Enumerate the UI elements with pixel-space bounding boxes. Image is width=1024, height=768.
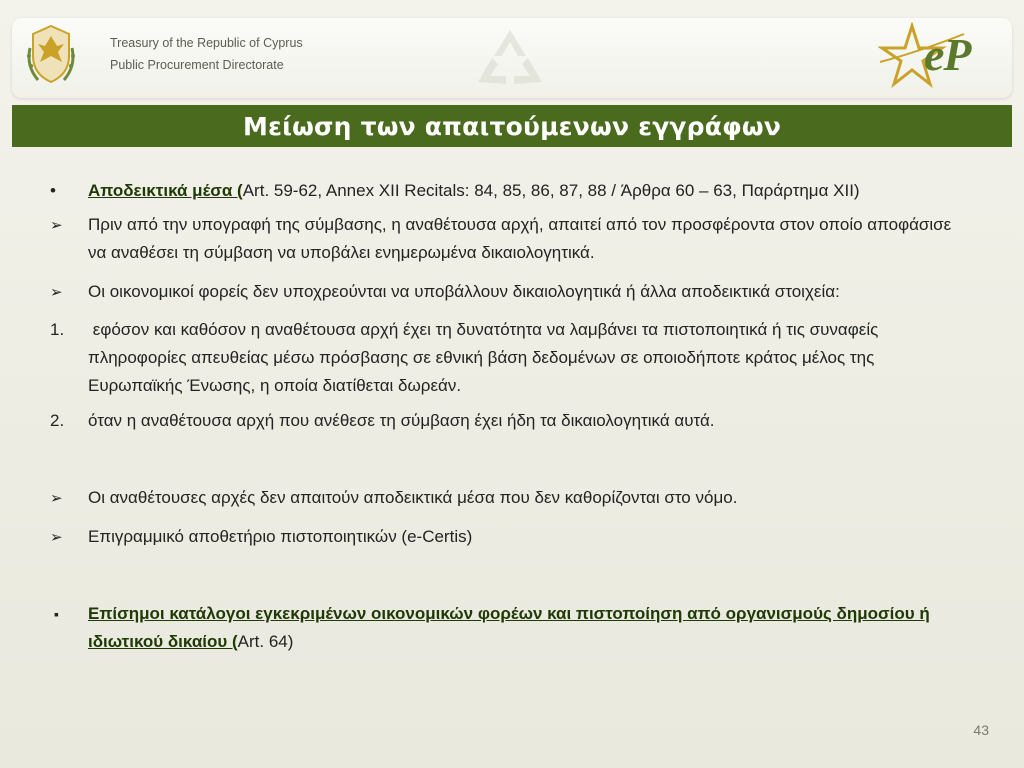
list-item-text: εφόσον και καθόσον η αναθέτουσα αρχή έχει τη δυνατότητα να λαμβάνει τα πιστοποιητικά ή τις συναφείς πληροφορίες απευθείας μέσω πρόσβασης σε εθνική βάση δεδομένων σε οποιοδήποτε κράτος μέλος της Ευρωπαϊκής Ένωσης, η οποία διατίθεται δωρεάν. [88,320,884,395]
emphasis-text: Επίσημοι κατάλογοι εγκεκριμένων οικονομικών φορέων και πιστοποίηση από οργανισμούς δημοσίου ή ιδιωτικού δικαίου ( [88,604,930,651]
number-marker: 2. [50,411,65,430]
organisation-name [110,32,303,76]
list-item-text [88,177,960,205]
list-item-text: Οι οικονομικοί φορείς δεν υποχρεούνται να υποβάλλουν δικαιολογητικά ή άλλα αποδεικτικά στοιχεία: [88,282,840,301]
bullet-marker: • [50,181,56,200]
page-number: 43 [973,722,989,738]
list-item-text: όταν η αναθέτουσα αρχή που ανέθεσε τη σύμβαση έχει ήδη τα δικαιολογητικά αυτά. [88,411,715,430]
list-item-text: Επιγραμμικό αποθετήριο πιστοποιητικών (e-Certis) [88,527,473,546]
arrow-bullet-icon: ➢ [50,490,63,507]
reference-text: Art. 64) [237,632,294,651]
org-line-directorate: Public Procurement Directorate [110,58,284,72]
square-bullet-icon: ▪ [54,606,59,622]
eprocurement-logo-text: eP [924,29,971,80]
list-item-text: Πριν από την υπογραφή της σύμβασης, η αναθέτουσα αρχή, απαιτεί από τον προσφέροντα στον οποίο αποφάσισε να αναθέσει τη σύμβαση να υποβάλει ενημερωμένα δικαιολογητικά. [88,215,952,262]
slide-title: Μείωση των απαιτούμενων εγγράφων [242,111,782,141]
title-bar [12,105,1012,147]
arrow-bullet-icon: ➢ [50,217,63,234]
recycle-watermark-icon [470,26,550,88]
number-marker: 1. [50,320,65,339]
arrow-bullet-icon: ➢ [50,284,63,301]
emphasis-text: Αποδεικτικά μέσα ( [88,181,243,200]
reference-text: Art. 59-62, Annex XII Recitals: 84, 85, 86, 87, 88 / Άρθρα 60 – 63, Παράρτημα XII) [242,181,860,200]
coat-of-arms-icon [24,22,78,88]
list-item-text [88,600,960,656]
arrow-bullet-icon: ➢ [50,529,63,546]
list-item-text: Οι αναθέτουσες αρχές δεν απαιτούν αποδεικτικά μέσα που δεν καθορίζονται στο νόμο. [88,488,738,507]
org-line-treasury: Treasury of the Republic of Cyprus [110,36,303,50]
